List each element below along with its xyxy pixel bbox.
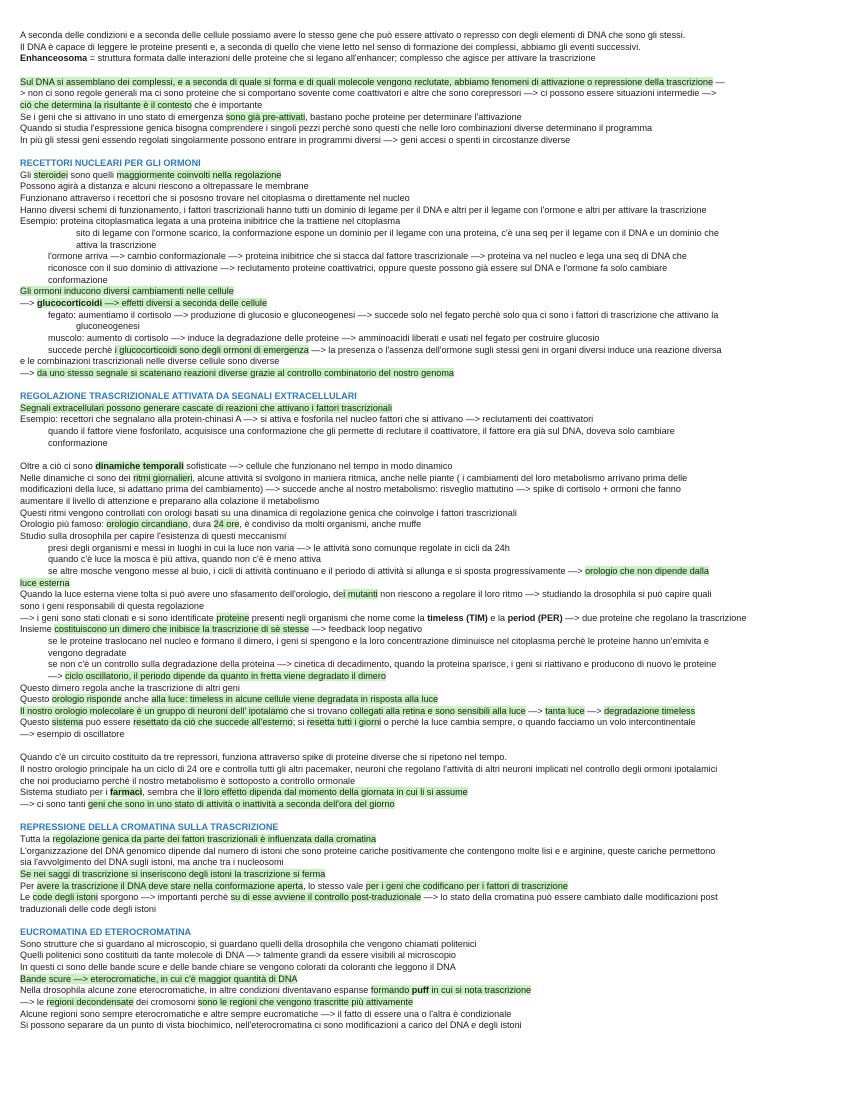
text-line: Orologio più famoso: orologio circandiano, dura 24 ore, è condiviso da molti organismi, anche muffe xyxy=(20,519,422,530)
highlight: avere la trascrizione il DNA deve stare nella conformazione aperta xyxy=(36,880,304,891)
highlight: regioni decondensate xyxy=(46,997,134,1008)
text-line: —> le regioni decondensate dei cromosomi sono le regioni che vengono trascritte più attivamente xyxy=(20,997,414,1008)
text-line: se altre mosche vengono messe al buio, i cicli di attività continuano e il periodo di attività si allunga e si sposta progressivamente —> orologio che non dipende dalla xyxy=(48,565,709,576)
highlight: costituiscono un dimero che inibisce la trascrizione di sè stesse xyxy=(54,624,310,635)
highlight: maggiormente coinvolti nella regolazione xyxy=(116,169,282,180)
text-line: fegato: aumentiamo il cortisolo —> produzione di glucosio e gluconeogenesi —> succede solo nel fegato perchè solo qua ci sono i fattori di trascrizione che attivano la xyxy=(48,309,719,320)
text-line: Studio sulla drosophila per capire l'esistenza di questi meccanismi xyxy=(20,530,287,541)
text-line: Se i geni che si attivano in uno stato di emergenza sono già pre-attivati, bastano poche proteine per determinare l'attivazione xyxy=(20,111,522,122)
text-line: Possono agirà a distanza e alcuni riescono a oltrepassare le membrane xyxy=(20,181,309,192)
text-line: succede perchè i glucocorticoidi sono degli ormoni di emergenza —> la presenza o l'assenza dell'ormone sugli stessi geni in organi diversi induce una reazione diversa xyxy=(48,344,722,355)
text-line: quando c'è luce la mosca è più attiva, quando non c'è è meno attiva xyxy=(48,554,321,565)
highlight: Il nostro orologio molecolare è un gruppo di xyxy=(20,705,198,716)
notes-page xyxy=(20,30,820,1032)
text-line: —> da uno stesso segnale si scatenano reazioni diverse grazie al controllo combinatorio del nostro genoma xyxy=(20,367,454,378)
highlight: i glucocorticoidi sono degli ormoni di emergenza xyxy=(114,344,309,355)
text-line: sia l'avvolgimento del DNA sugli istoni, ma anche tra i nucleosomi xyxy=(20,857,284,868)
highlight: dinamiche temporali xyxy=(95,461,184,472)
highlight: Segnali extracellulari possono generare cascate di reazioni che attivano i fattori trascrizionali xyxy=(20,402,393,413)
highlight: regolazione genica da parte dei fattori trascrizionali è influenzata dalla cromatina xyxy=(52,833,377,844)
text-line: Il nostro orologio principale ha un ciclo di 24 ore e controlla tutti gli altri pacemaker, neuroni che regolano l'attività di altri neuroni implicati nel controllo degli ormoni ipotalamici xyxy=(20,764,718,775)
highlight: Bande scure —> eterocromatiche, in cui c'è maggior quantità di DNA xyxy=(20,973,298,984)
highlight: steroidei xyxy=(33,169,69,180)
text-line: Il DNA è capace di leggere le proteine presenti e, a seconda di quello che viene letto nel senso di formazione dei complessi, abbiamo gli eventi successivi. xyxy=(20,41,641,52)
highlight: ormoni inducono diversi cambiamenti nelle cellule xyxy=(33,286,234,297)
highlight: sono già pre-attivati xyxy=(225,111,306,122)
highlight: orologio risponde xyxy=(51,694,122,705)
text-line xyxy=(20,578,820,590)
text-line xyxy=(20,869,820,881)
text-line: Oltre a ciò ci sono dinamiche temporali sofisticate —> cellule che funzionano nel tempo in modo dinamico xyxy=(20,461,453,472)
highlight: orologio che non dipende dalla xyxy=(585,565,709,576)
highlight: proteine xyxy=(216,612,250,623)
text-line: Le code degli istoni sporgono —> importanti perchè su di esse avviene il controllo post-traduzionale —> lo stato della cromatina può essere cambiato dalle modificazioni post xyxy=(20,892,718,903)
text-line: ciò che determina la risultante è il contesto che è importante xyxy=(20,99,263,110)
text-line: sono i geni responsabili di questa regolazione xyxy=(20,600,205,611)
highlight: glucocorticoidi xyxy=(36,297,103,308)
text-line: riconosce con il suo dominio di attivazione —> reclutamento proteine coattivatrici, oppure queste possono già essere sul DNA e l'ormone fa solo cambiare xyxy=(48,263,668,273)
text-line: Sono strutture che si guardano al microscopio, si guardano quelli della drosophila che vengono chiamati politenici xyxy=(20,938,477,949)
highlight: luce esterna xyxy=(20,577,70,588)
text-line: conformazione xyxy=(48,437,108,448)
text-line: —> ciclo oscillatorio, il periodo dipende da quanto in fretta viene degradato il dimero xyxy=(48,670,386,681)
text-line: Esempio: recettori che segnalano alla protein-chinasi A —> si attiva e fosforila nel nucleo fattori che si attivano —> reclutamenti dei coattivatori xyxy=(20,414,594,425)
highlight: Sul DNA si assemblano dei complessi, e a seconda di quale si forma e di quali molecole vengono reclutate, abbiamo fenomeni di attivazione o repressione della trascrizione xyxy=(20,76,714,87)
text-line: L'organizzazione del DNA genomico dipende dal numero di istoni che sono proteine cariche positivamente che contengono molte lisi e e arginine, queste cariche permettono xyxy=(20,845,716,856)
text-line: presi degli organismi e messi in luoghi in cui la luce non varia —> le attività sono comunque regolate in cicli da 24h xyxy=(48,542,510,553)
text-line: —> esempio di oscillatore xyxy=(20,729,125,740)
text-line: e le combinazioni trascrizionali nelle diverse cellule sono diverse xyxy=(20,356,280,367)
text-line: Nelle dinamiche ci sono dei ritmi giornalieri, alcune attività si svolgono in maniera ritmica, anche nelle piante ( i cambiamenti del loro metabolismo arrivano prima delle xyxy=(20,472,688,483)
highlight: geni che sono in uno stato di attività o inattività a seconda dell'ora del giorno xyxy=(88,799,395,809)
text-line: > non ci sono regole generali ma ci sono proteine che si comportano sovente come coattivatori e altre che sono corepressori —> ci possono essere situazioni intermedie —> xyxy=(20,88,717,99)
text-line: Quando si studia l'espressione genica bisogna comprendere i singoli pezzi perchè sono questi che nelle loro combinazioni diverse determinano il programma xyxy=(20,123,653,134)
text-line: In più gli stessi geni essendo regolati singolarmente possono entrare in programmi diversi —> geni accesi o spenti in circostanze diverse xyxy=(20,134,571,145)
text-line: gluconeogenesi xyxy=(76,321,140,332)
section-heading: REPRESSIONE DELLA CROMATINA SULLA TRASCRIZIONE xyxy=(20,822,279,833)
text-line: Sistema studiato per i farmaci, sembra che il loro effetto dipenda dal momento della giornata in cui li si assume xyxy=(20,787,468,798)
highlight: orologio circandiano xyxy=(106,519,188,530)
text-line: Questo dimero regola anche la trascrizione di altri geni xyxy=(20,682,240,693)
text-line: traduzionali delle code degli istoni xyxy=(20,903,156,914)
text-line: che noi produciamo perchè il nostro metabolismo è sottoposto a controllo ormonale xyxy=(20,775,356,786)
text-line: Nella drosophila alcune zone eterocromatiche, in altre condizioni diventavano espanse formando puff in cui si nota trascrizione xyxy=(20,985,532,996)
text-line: Si possono separare da un punto di vista biochimico, nell'eterocromatina ci sono modificazioni a carico del DNA e degli istoni xyxy=(20,1020,522,1031)
text-line: Questo sistema può essere resettato da ciò che succede all'esterno; si resetta tutti i giorni o perchè la luce cambia sempre, o quando facciamo un volo intercontinentale xyxy=(20,717,696,728)
text-line: se le proteine traslocano nel nucleo e formano il dimero, i geni si spengono e la loro concentrazione diminuisce nel citoplasma perchè le proteine hanno un'emivita e xyxy=(48,635,709,646)
definition-line: Enhanceosoma = struttura formata dalle interazioni delle proteine che si legano all'enhancer; complesso che agisce per attivare la trascrizione xyxy=(20,53,596,64)
text-line: Hanno diversi schemi di funzionamento, i fattori trascrizionali hanno tutti un dominio di legame per il DNA e altri per il legame con l'ormone e altri per attivare la trascrizione xyxy=(20,204,707,215)
term: Enhanceosoma xyxy=(20,53,88,64)
highlight: ritmi giornalieri xyxy=(133,472,193,483)
text-line: Questi ritmi vengono controllati con orologi basati su una dinamica di regolazione genica che coinvolge i fattori trascrizionali xyxy=(20,507,517,518)
text-line: A seconda delle condizioni e a seconda delle cellule possiamo avere lo stesso gene che può essere attivato o represso con degli elementi di DNA che sono gli stessi. xyxy=(20,30,686,40)
text-line: In questi ci sono delle bande scure e delle bande chiare se vengono colorati da coloranti che leggono il DNA xyxy=(20,962,456,973)
highlight: formando xyxy=(370,985,412,996)
text-line: Questo orologio risponde anche alla luce: timeless in alcune cellule viene degradata in risposta alla luce xyxy=(20,694,439,705)
highlight: code degli istoni xyxy=(32,892,98,903)
text-line: Insieme costituiscono un dimero che inibisce la trascrizione di sè stesse —> feedback loop negativo xyxy=(20,624,423,635)
text-line: —> glucocorticoidi —> effetti diversi a seconda delle cellule xyxy=(20,297,268,308)
highlight: ciclo oscillatorio, il periodo dipende da quanto in fretta viene degradato il dimero xyxy=(64,670,386,681)
highlight: 24 ore xyxy=(213,519,240,530)
text-line: l'ormone arriva —> cambio conformazionale —> proteina inibitrice che si stacca dal fattore trascrizionale —> proteina va nel nucleo e lega una seq di DNA che xyxy=(48,251,687,262)
text-line: Per avere la trascrizione il DNA deve stare nella conformazione aperta, lo stesso vale per i geni che codificano per i fattori di trascrizione xyxy=(20,880,568,891)
highlight: ciò che determina la risultante è il contesto xyxy=(20,99,192,110)
text-line: attiva la trascrizione xyxy=(76,239,157,250)
highlight: i mutanti xyxy=(343,589,378,600)
text-line: conformazione xyxy=(48,274,108,285)
text-line: Esempio: proteina citoplasmatica legata a una proteina inibitrice che la trattiene nel citoplasma xyxy=(20,216,401,227)
text-line: Il nostro orologio molecolare è un gruppo di neuroni dell' ipotalamo che si trovano collegati alla retina e sono sensibili alla luce —> tanta luce —> degradazione timeless xyxy=(20,705,696,716)
text-line: Quando c'è un circuito costituito da tre repressori, funziona attraverso spike di proteine diverse che si ripetono nel tempo. xyxy=(20,752,507,763)
section-heading: REGOLAZIONE TRASCRIZIONALE ATTIVATA DA SEGNALI EXTRACELLULARI xyxy=(20,391,357,402)
text-line: Gli steroidei sono quelli maggiormente coinvolti nella regolazione xyxy=(20,169,282,180)
text-line: vengono degradate xyxy=(48,647,127,658)
text-line: Tutta la regolazione genica da parte dei fattori trascrizionali è influenzata dalla cromatina xyxy=(20,833,377,844)
text-line: Funzionano attraverso i recettori che si pososno trovare nel citoplasma o direttamente nel nucleo xyxy=(20,193,410,204)
highlight: farmaci xyxy=(109,787,143,798)
highlight: Se nei saggi di trascrizione si inseriscono degli istoni la trascrizione si ferma xyxy=(20,868,326,879)
text-line: aumentare il livello di attenzione e preparano alla colazione il metabolismo xyxy=(20,496,320,506)
text-line: —> i geni sono stati clonati e si sono identificate proteine presenti negli organismi che nome come la timeless (TIM) e la period (PER) —> due proteine che regolano la trascrizione xyxy=(20,612,747,623)
section-heading: EUCROMATINA ED ETEROCROMATINA xyxy=(20,927,192,938)
text-line: —> ci sono tanti geni che sono in uno stato di attività o inattività a seconda dell'ora del giorno xyxy=(20,799,395,809)
highlight: da uno stesso segnale si scatenano reazioni diverse grazie al controllo combinatorio del nostro genoma xyxy=(36,367,454,378)
text-line: Sul DNA si assemblano dei complessi, e a seconda di quale si forma e di quali molecole vengono reclutate, abbiamo fenomeni di attivazione o repressione della trascrizione — xyxy=(20,76,725,87)
text-line: modificazioni della luce, si adattano prima del cambiamento) —> succede anche al nostro metabolismo: risveglio mattutino —> spike di cortisolo + ormoni che fanno xyxy=(20,484,681,495)
text-line: muscolo: aumento di cortisolo —> induce la degradazione delle proteine —> amminoacidi liberati e usati nel fegato per costruire glucosio xyxy=(48,332,600,343)
text-line: sito di legame con l'ormone scarico, la conformazione espone un dominio per il legame con una proteina, c'è una seq per il legame con il DNA e un dominio che xyxy=(76,228,719,239)
text-line: Alcune regioni sono sempre eterocromatiche e altre sempre eucromatiche —> il fatto di essere una o l'altra è condizionale xyxy=(20,1008,512,1019)
section-heading: RECETTORI NUCLEARI PER GLI ORMONI xyxy=(20,158,201,169)
highlight: sistema xyxy=(51,717,84,728)
text-line: Quando la luce esterna viene tolta si può avere uno sfasamento dell'orologio, dei mutanti non riescono a regolare il loro ritmo —> studiando la drosophila si può capire quali xyxy=(20,589,712,600)
text-line: Quelli politenici sono costituiti da tante molecole di DNA —> talmente grandi da essere visibili al microscopio xyxy=(20,950,456,961)
text-line xyxy=(20,403,820,415)
text-line: quando il fattore viene fosforilato, acquisisce una conformazione che gli permette di reclutare il coattivatore, il fattore era già sul DNA, doveva solo cambiare xyxy=(48,426,675,437)
text-line: Gli ormoni inducono diversi cambiamenti nelle cellule xyxy=(20,286,234,297)
text-line xyxy=(20,974,820,986)
highlight: alla luce: timeless in alcune cellule viene degradata in risposta alla luce xyxy=(151,694,439,705)
text-line: se non c'è un controllo sulla degradazione della proteina —> cinetica di decadimento, quando la proteina sparisce, i geni si riattivano e producono di nuovo le proteine xyxy=(48,659,717,670)
